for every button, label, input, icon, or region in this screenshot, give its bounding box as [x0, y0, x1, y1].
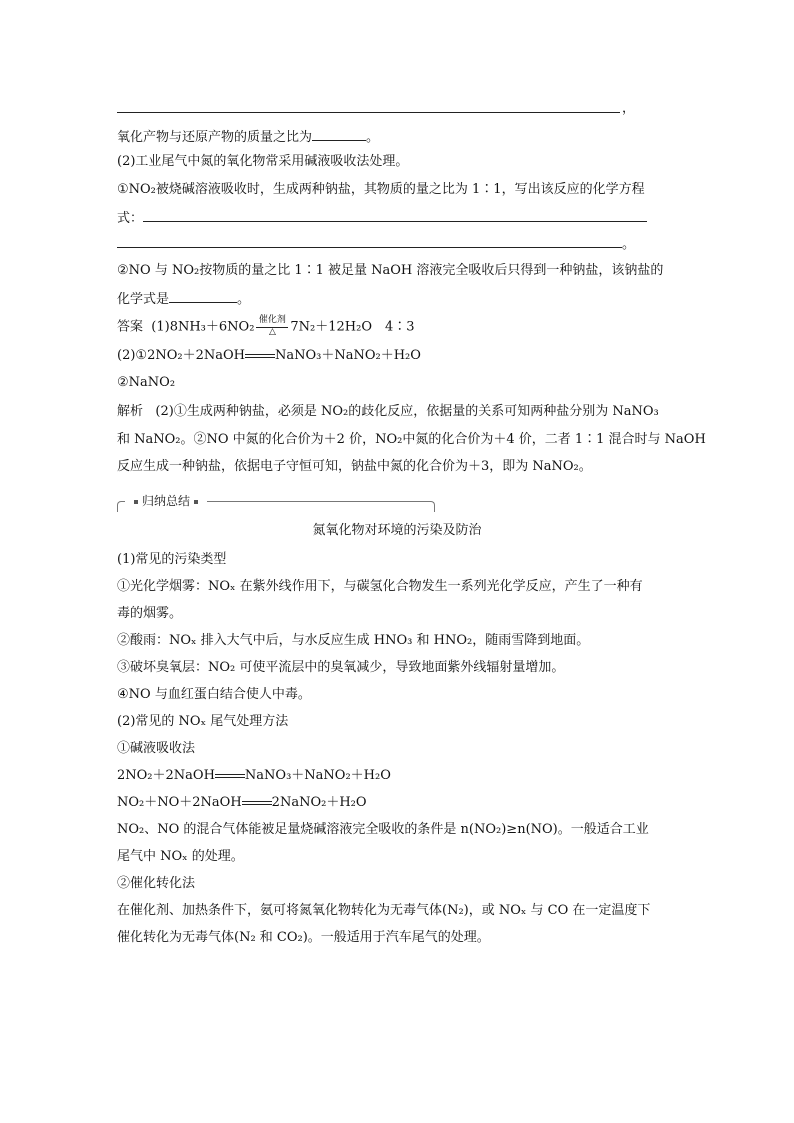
equation-blank-2[interactable] [117, 233, 622, 248]
answer-label: 答案 [117, 319, 144, 335]
catalyst-label: 催化剂 [258, 315, 286, 325]
equation-1 [117, 767, 391, 785]
dot-icon [194, 500, 198, 504]
mass-ratio-question [117, 126, 379, 147]
answer-1-left: (1)8NH₃＋6NO₂ [151, 319, 255, 335]
s2-b-line2: 催化转化为无毒气体(N₂ 和 CO₂)。一般适用于汽车尾气的处理。 [117, 930, 490, 945]
mass-ratio-blank[interactable] [312, 126, 366, 141]
answer-2-left: (2)①2NO₂＋2NaOH [117, 348, 245, 363]
eq1-right: NaNO₃＋NaNO₂＋H₂O [244, 768, 391, 783]
summary-box [117, 493, 435, 511]
analysis-text-1: (2)①生成两种钠盐，必须是 NO₂的歧化反应，依据量的关系可知两种盐分别为 NaNO₃ [155, 404, 659, 419]
summary-tag-label: 归纳总结 [142, 494, 191, 508]
dot-icon [134, 500, 138, 504]
equals-sign [215, 771, 245, 781]
q2-intro: (2)工业尾气中氮的氧化物常采用碱液吸收法处理。 [117, 154, 409, 169]
q2-part2-prefix: 化学式是 [117, 292, 170, 307]
eq2-right: 2NaNO₂＋H₂O [271, 795, 367, 810]
equation-2 [117, 794, 367, 812]
s1-a-line1: ①光化学烟雾：NOₓ 在紫外线作用下，与碳氢化合物发生一系列光化学反应，产生了一种有 [117, 579, 643, 594]
equals-sign [245, 351, 275, 361]
q2-part1-line1: ①NO₂被烧碱溶液吸收时，生成两种钠盐，其物质的量之比为 1∶1，写出该反应的化学方程 [117, 182, 645, 197]
heat-symbol: △ [268, 327, 276, 337]
s2-a-head: ①碱液吸收法 [117, 741, 196, 756]
s1-d: ④NO 与血红蛋白结合使人中毒。 [117, 687, 311, 702]
analysis-line-3: 反应生成一种钠盐，依据电子守恒可知，钠盐中氮的化合价为＋3，即为 NaNO₂。 [117, 459, 592, 474]
q2-part1-prefix: 式： [117, 211, 144, 226]
end-mark: 。 [366, 130, 380, 145]
q2-part1-line3 [117, 233, 635, 254]
analysis-label: 解析 [117, 404, 144, 419]
analysis-line-2: 和 NaNO₂。②NO 中氮的化合价为＋2 价，NO₂中氮的化合价为＋4 价，二者 1∶1 混合时与 NaOH [117, 432, 706, 447]
equals-sign [242, 798, 272, 808]
s1-head: (1)常见的污染类型 [117, 552, 227, 567]
answer-1-right: 7N₂＋12H₂O 4∶3 [290, 319, 415, 335]
q2-part2-line1: ②NO 与 NO₂按物质的量之比 1∶1 被足量 NaOH 溶液完全吸收后只得到一种钠盐，该钠盐的 [117, 263, 664, 278]
eq2-left: NO₂＋NO＋2NaOH [117, 795, 242, 810]
comma-mark: ， [622, 101, 636, 116]
q2-part2-line2 [117, 288, 250, 309]
answer-2-right: NaNO₃＋NaNO₂＋H₂O [274, 348, 421, 363]
eq1-left: 2NO₂＋2NaOH [117, 768, 215, 783]
catalyst-arrow [256, 315, 288, 337]
summary-tag [125, 493, 207, 509]
s2-b-line1: 在催化剂、加热条件下，氨可将氮氧化物转化为无毒气体(N₂)，或 NOₓ 与 CO 在一定温度下 [117, 903, 651, 918]
end-mark: 。 [237, 292, 251, 307]
summary-title: 氮氧化物对环境的污染及防治 [312, 523, 482, 538]
mass-ratio-text: 氧化产物与还原产物的质量之比为 [117, 130, 313, 145]
s2-head: (2)常见的 NOₓ 尾气处理方法 [117, 714, 289, 729]
answer-line-2 [117, 347, 421, 365]
s1-a-line2: 毒的烟雾。 [117, 606, 183, 621]
answer-line-3: ②NaNO₂ [117, 375, 176, 390]
answer-blank-line[interactable] [117, 112, 620, 113]
equation-blank-1[interactable] [143, 207, 647, 222]
analysis-line-1 [117, 403, 659, 421]
s1-c: ③破坏臭氧层：NO₂ 可使平流层中的臭氧减少，导致地面紫外线辐射量增加。 [117, 660, 565, 675]
answer-line-1 [117, 315, 415, 337]
s2-a-note-line1: NO₂、NO 的混合气体能被足量烧碱溶液完全吸收的条件是 n(NO₂)≥n(NO)。一般适合工业 [117, 822, 649, 837]
q2-part1-line2 [117, 207, 647, 228]
formula-blank[interactable] [169, 288, 237, 303]
end-mark: 。 [622, 237, 636, 252]
s2-b-head: ②催化转化法 [117, 876, 196, 891]
s2-a-note-line2: 尾气中 NOₓ 的处理。 [117, 849, 244, 864]
s1-b: ②酸雨：NOₓ 排入大气中后，与水反应生成 HNO₃ 和 HNO₂，随雨雪降到地面。 [117, 633, 590, 648]
